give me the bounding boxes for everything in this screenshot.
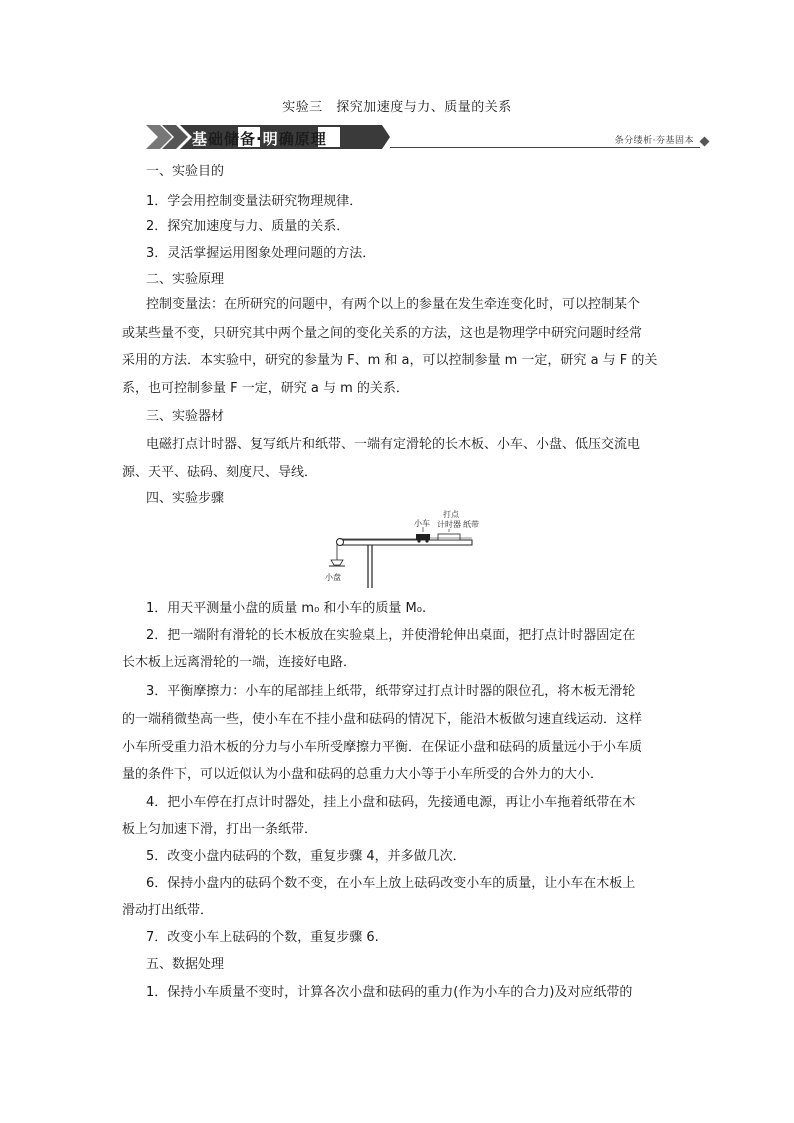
diamond-icon — [700, 137, 710, 147]
section-1-heading: 一、实验目的 — [146, 164, 225, 179]
banner-subtitle: 条分缕析·夯基固本 — [614, 136, 694, 146]
principle-line-2: 或某些量不变，只研究其中两个量之间的变化关系的方法，这也是物理学中研究问题时经常 — [122, 326, 643, 341]
step-6-line-1: 6．保持小盘内的砝码个数不变，在小车上放上砝码改变小车的质量，让小车在木板上 — [146, 876, 636, 891]
step-5-line-1: 5．改变小盘内砝码的个数，重复步骤 4，并多做几次． — [146, 849, 466, 864]
equipment-line-1: 电磁打点计时器、复写纸片和纸带、一端有定滑轮的长木板、小车、小盘、低压交流电 — [146, 437, 641, 452]
principle-line-4: 系，也可控制参量 F 一定，研究 a 与 m 的关系． — [122, 381, 409, 396]
equipment-line-2: 源、天平、砝码、刻度尺、导线． — [122, 465, 318, 480]
section-5-heading: 五、数据处理 — [146, 957, 225, 972]
banner-title-wrap — [192, 128, 392, 148]
step-1-line-1: 1．用天平测量小盘的质量 m₀ 和小车的质量 M₀. — [146, 601, 427, 616]
step-3-line-2: 的一端稍微垫高一些，使小车在不挂小盘和砝码的情况下，能沿木板做匀速直线运动．这样 — [122, 712, 643, 727]
label-tape: 纸带 — [463, 520, 479, 529]
apparatus-diagram — [320, 510, 490, 590]
label-timer-top: 打点 — [443, 510, 459, 519]
step-3-line-3: 小车所受重力沿木板的分力与小车所受摩擦力平衡．在保证小盘和砝码的质量远小于小车质 — [122, 740, 643, 755]
document-title: 实验三 探究加速度与力、质量的关系 — [282, 100, 512, 115]
objective-item-3: 3．灵活掌握运用图象处理问题的方法． — [146, 246, 376, 261]
banner-title-seg-b: 础储备· — [208, 130, 263, 148]
principle-line-1: 控制变量法：在所研究的问题中，有两个以上的参量在发生牵连变化时，可以控制某个 — [146, 297, 641, 312]
step-2-line-2: 长木板上远离滑轮的一端，连接好电路． — [122, 655, 357, 670]
objective-item-1: 1．学会用控制变量法研究物理规律． — [146, 194, 363, 209]
long-board — [342, 540, 472, 545]
step-2-line-1: 2．把一端附有滑轮的长木板放在实验桌上，并使滑轮伸出桌面，把打点计时器固定在 — [146, 628, 636, 643]
step-6-line-2: 滑动打出纸带． — [122, 903, 214, 918]
step-4-line-1: 4．把小车停在打点计时器处，挂上小盘和砝码，先接通电源，再让小车拖着纸带在木 — [146, 795, 636, 810]
section-2-heading: 二、实验原理 — [146, 272, 225, 287]
banner-title-seg-a: 基 — [192, 130, 209, 148]
label-cart: 小车 — [414, 519, 430, 528]
step-3-line-4: 量的条件下，可以近似认为小盘和砝码的总重力大小等于小车所受的合外力的大小． — [122, 767, 604, 782]
data-processing-line-1: 1．保持小车质量不变时，计算各次小盘和砝码的重力(作为小车的合力)及对应纸带的 — [146, 985, 633, 1000]
section-banner — [146, 125, 708, 151]
timer — [438, 534, 460, 540]
banner-title-seg-c: 明 — [262, 130, 279, 148]
label-pan: 小盘 — [325, 573, 341, 582]
section-4-heading: 四、实验步骤 — [146, 491, 225, 506]
label-timer-bottom: 计时器 — [437, 520, 461, 529]
step-7-line-1: 7．改变小车上砝码的个数，重复步骤 6. — [146, 930, 379, 945]
banner-divider — [390, 147, 700, 148]
step-4-line-2: 板上匀加速下滑，打出一条纸带． — [122, 822, 318, 837]
objective-item-2: 2．探究加速度与力、质量的关系． — [146, 219, 350, 234]
principle-line-3: 采用的方法．本实验中，研究的参量为 F、m 和 a，可以控制参量 m 一定，研究 a 与 F 的关 — [122, 353, 658, 368]
section-3-heading: 三、实验器材 — [146, 409, 225, 424]
pan — [331, 560, 343, 565]
banner-title-seg-d: 确原理 — [278, 130, 327, 148]
pulley — [337, 539, 344, 546]
cart — [416, 534, 430, 540]
step-3-line-1: 3．平衡摩擦力：小车的尾部挂上纸带，纸带穿过打点计时器的限位孔，将木板无滑轮 — [146, 684, 636, 699]
